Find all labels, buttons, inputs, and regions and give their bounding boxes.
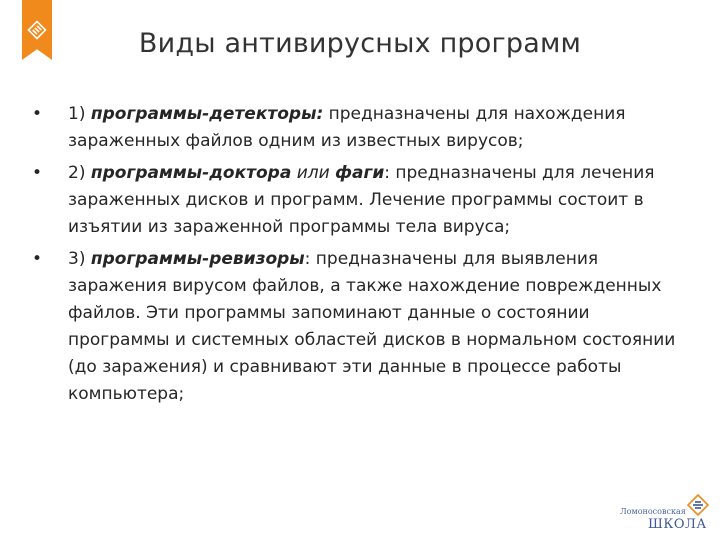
bullet-icon: • bbox=[32, 249, 43, 269]
item-number: 3) bbox=[68, 249, 91, 269]
item-term: программы-ревизоры bbox=[90, 249, 305, 269]
list-item-auditors bbox=[30, 246, 690, 408]
item-term: программы-детекторы: bbox=[90, 104, 324, 124]
item-number: 2) bbox=[68, 163, 91, 183]
list-item-doctors bbox=[30, 160, 690, 241]
item-term: программы-доктора bbox=[90, 163, 292, 183]
bullet-icon: • bbox=[32, 104, 43, 124]
logo-bottom-text: ШКОЛА bbox=[648, 517, 707, 532]
item-description: предназначены для нахождения зараженных файлов одним из известных вирусов; bbox=[68, 104, 626, 151]
logo-top-text: Ломоносовская bbox=[620, 507, 686, 516]
item-description: : предназначены для выявления заражения вирусом файлов, а также нахождение поврежденных файлов. Эти программы запоминают данные о состоянии программы и системных областей дисков в нормальном состоянии (до заражения) и сравнивают эти данные в процессе работы компьютера; bbox=[68, 249, 676, 404]
school-logo bbox=[620, 494, 712, 534]
item-term-alt: фаги bbox=[335, 163, 385, 183]
item-connector: или bbox=[291, 163, 336, 183]
item-number: 1) bbox=[68, 104, 91, 124]
bullet-list bbox=[30, 101, 690, 413]
bullet-icon: • bbox=[32, 163, 43, 183]
item-description: : предназначены для лечения зараженных дисков и программ. Лечение программы состоит в изъятии из зараженной программы тела вируса; bbox=[68, 163, 655, 237]
page-title: Виды антивирусных программ bbox=[138, 28, 582, 59]
school-logo-icon bbox=[686, 494, 710, 516]
list-item-detectors bbox=[30, 101, 690, 155]
